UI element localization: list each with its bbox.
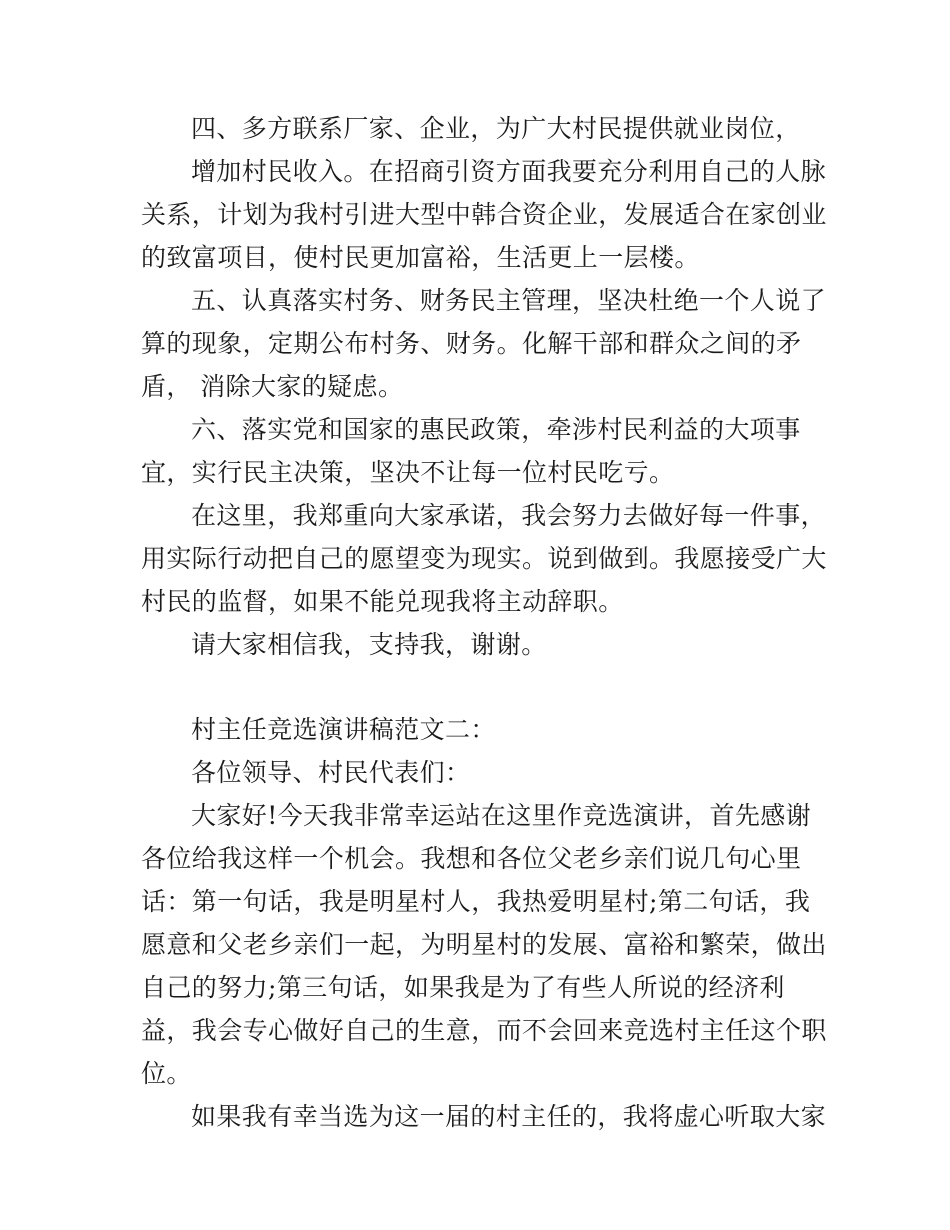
- text-line: 五、认真落实村务、财务民主管理，坚决杜绝一个人说了: [191, 286, 827, 315]
- text-line: 算的现象，定期公布村务、财务。化解干部和群众之间的矛: [141, 329, 802, 358]
- text-line: 六、落实党和国家的惠民政策，牵涉村民利益的大项事: [191, 415, 801, 444]
- text-line: 请大家相信我，支持我，谢谢。: [191, 630, 547, 659]
- salutation: 各位领导、村民代表们：: [191, 758, 471, 787]
- text-line: 在这里，我郑重向大家承诺，我会努力去做好每一件事，: [191, 501, 827, 530]
- text-line: 大家好!今天我非常幸运站在这里作竞选演讲，首先感谢: [191, 801, 812, 830]
- text-line: 盾， 消除大家的疑虑。: [141, 372, 404, 401]
- text-line: 增加村民收入。在招商引资方面我要充分利用自己的人脉: [191, 157, 827, 186]
- text-line: 各位给我这样一个机会。我想和各位父老乡亲们说几句心里: [141, 844, 802, 873]
- section-heading: 村主任竞选演讲稿范文二：: [191, 715, 496, 744]
- text-line: 的致富项目，使村民更加富裕，生活更上一层楼。: [141, 243, 700, 272]
- text-line: 四、多方联系厂家、企业，为广大村民提供就业岗位，: [191, 114, 801, 143]
- text-line: 宜，实行民主决策，坚决不让每一位村民吃亏。: [141, 458, 675, 487]
- text-line: 话：第一句话，我是明星村人，我热爱明星村;第二句话，我: [141, 887, 811, 916]
- text-line: 自己的努力;第三句话，如果我是为了有些人所说的经济利: [141, 973, 785, 1002]
- text-line: 关系，计划为我村引进大型中韩合资企业，发展适合在家创业: [141, 200, 827, 229]
- text-line: 益，我会专心做好自己的生意，而不会回来竞选村主任这个职: [141, 1016, 827, 1045]
- text-line: 用实际行动把自己的愿望变为现实。说到做到。我愿接受广大: [141, 544, 827, 573]
- text-line: 如果我有幸当选为这一届的村主任的，我将虚心听取大家: [191, 1102, 827, 1131]
- text-line: 愿意和父老乡亲们一起，为明星村的发展、富裕和繁荣，做出: [141, 930, 827, 959]
- text-line: 位。: [141, 1059, 192, 1088]
- text-line: 村民的监督，如果不能兑现我将主动辞职。: [141, 587, 624, 616]
